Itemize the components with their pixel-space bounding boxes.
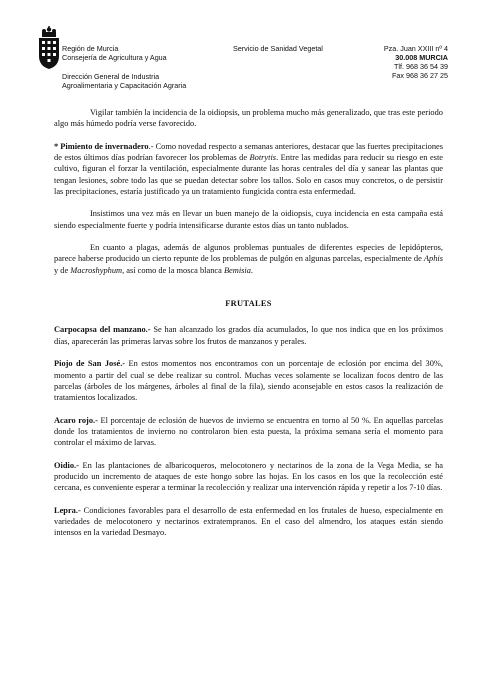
plagas-text-b: y de [54, 265, 71, 275]
header-service: Servicio de Sanidad Vegetal [233, 44, 323, 53]
bemisia-term: Bemisia [223, 265, 251, 275]
item-text: En estos momentos nos encontramos con un porcentaje de eclosión por encima del 30%, momento a partir del cual se debe realizar su control. Muchas veces solamente se localizan focos dentro de las parcelas (árboles de los márgenes, árboles al final de la fila), siendo aconsejable en estos casos la realización de tratamientos localizados. [54, 359, 444, 403]
header-directorate-line-2: Agroalimentaria y Capacitación Agraria [62, 81, 187, 90]
aphis-term: Aphis [423, 254, 443, 264]
item-oidio [54, 460, 443, 494]
pimiento-heading: * Pimiento de invernadero [54, 141, 149, 151]
header-directorate [62, 72, 186, 90]
header-phone: Tlf. 968 36 54 39 [394, 62, 448, 71]
header-address: Pza. Juan XXIII nº 4 [383, 44, 448, 53]
item-carpocapsa [54, 324, 443, 347]
item-heading: Lepra.- [54, 505, 81, 515]
item-text: Condiciones favorables para el desarrollo de esta enfermedad en los frutales de hueso, especialmente en variedades de melocotonero y nectarinos extratempranos. En el caso del almendro, los ataques están siendo intensos en la variedad Desmayo. [54, 505, 443, 538]
pimiento-text-b: . Entre las medidas para reducir su riesgo en este cultivo, figuran el forzar la ventilación, especialmente durante las horas centrales del día y sanear las plantas que tengan lesiones, sobre todo las que se puedan detectar sobre los tallos. Solo en casos muy concretos, o de persistir las precipitaciones, estaría justificado ya un tratamiento fungicida contra esta enfermedad. [54, 153, 443, 197]
item-text: Se han alcanzado los grados día acumulados, lo que nos indica que en los próximos días, aparecerán las primeras larvas sobre los frutos de manzanos y perales. [54, 325, 443, 346]
header-directorate-line-1: Dirección General de Industria [62, 72, 160, 81]
paragraph-oidiopsis: Vigilar también la incidencia de la oidiopsis, un problema mucho más generalizado, que tras este periodo algo más húmedo podría verse favorecido. [54, 108, 443, 129]
header-organization [62, 44, 167, 62]
header-city: 30.008 MURCIA [395, 53, 448, 62]
paragraph-pimiento [54, 141, 443, 198]
region-crest-logo [36, 26, 62, 70]
item-heading: Carpocapsa del manzano.- [54, 325, 151, 335]
plagas-text-a: En cuanto a plagas, además de algunos problemas puntuales de diferentes especies de lepidópteros, parece haberse producido un cierto repunte de los problemas de pulgón en algunas parcelas, especialmente de [54, 243, 443, 264]
section-title-frutales: FRUTALES [225, 299, 272, 309]
item-heading: Acaro rojo.- [54, 415, 98, 425]
paragraph-insistimos: Insistimos una vez más en llevar un buen manejo de la oidiopsis, cuya incidencia en esta campaña está siendo especialmente fuerte y podría intensificarse durante estos días un tanto nublados. [54, 209, 443, 230]
header-fax: Fax 968 36 27 25 [392, 71, 448, 80]
document-body [54, 107, 443, 550]
header-region: Región de Murcia [62, 44, 119, 53]
item-heading: Piojo de San José.- [54, 359, 126, 369]
item-piojo-san-jose [54, 358, 443, 403]
macroshyphum-term: Macroshyphum [70, 265, 123, 275]
item-acaro-rojo [54, 415, 443, 449]
item-text: En las plantaciones de albaricoqueros, melocotonero y nectarinos de la zona de la Vega Media, se ha producido un incremento de ataques de este hongo sobre las hojas. En los casos en los que la recolección esté cercana, es conveniente esperar a terminar la recolección y realizar una intervención rápida y repetir a los 7-10 días. [54, 460, 443, 493]
item-text: El porcentaje de eclosión de huevos de invierno se encuentra en torno al 50 %. En aquellas parcelas donde los tratamientos de invierno no controlaron bien esta puesta, la próxima semana sería el momento para controlar el máximo de larvas. [54, 415, 443, 448]
header-ministry: Consejería de Agricultura y Agua [62, 53, 167, 62]
pimiento-text-a: .- Como novedad respecto a semanas anteriores, destacar que las fuertes precipitaciones de estos últimos días podrían favorecer los problemas de [54, 141, 443, 163]
item-heading: Oidio.- [54, 460, 79, 470]
header-contact [384, 44, 448, 80]
plagas-text-d: . [250, 265, 254, 275]
plagas-text-c: , así como de la mosca blanca [122, 265, 224, 275]
item-lepra [54, 505, 443, 539]
paragraph-plagas [54, 242, 443, 276]
botrytis-term: Botrytis [249, 153, 277, 163]
